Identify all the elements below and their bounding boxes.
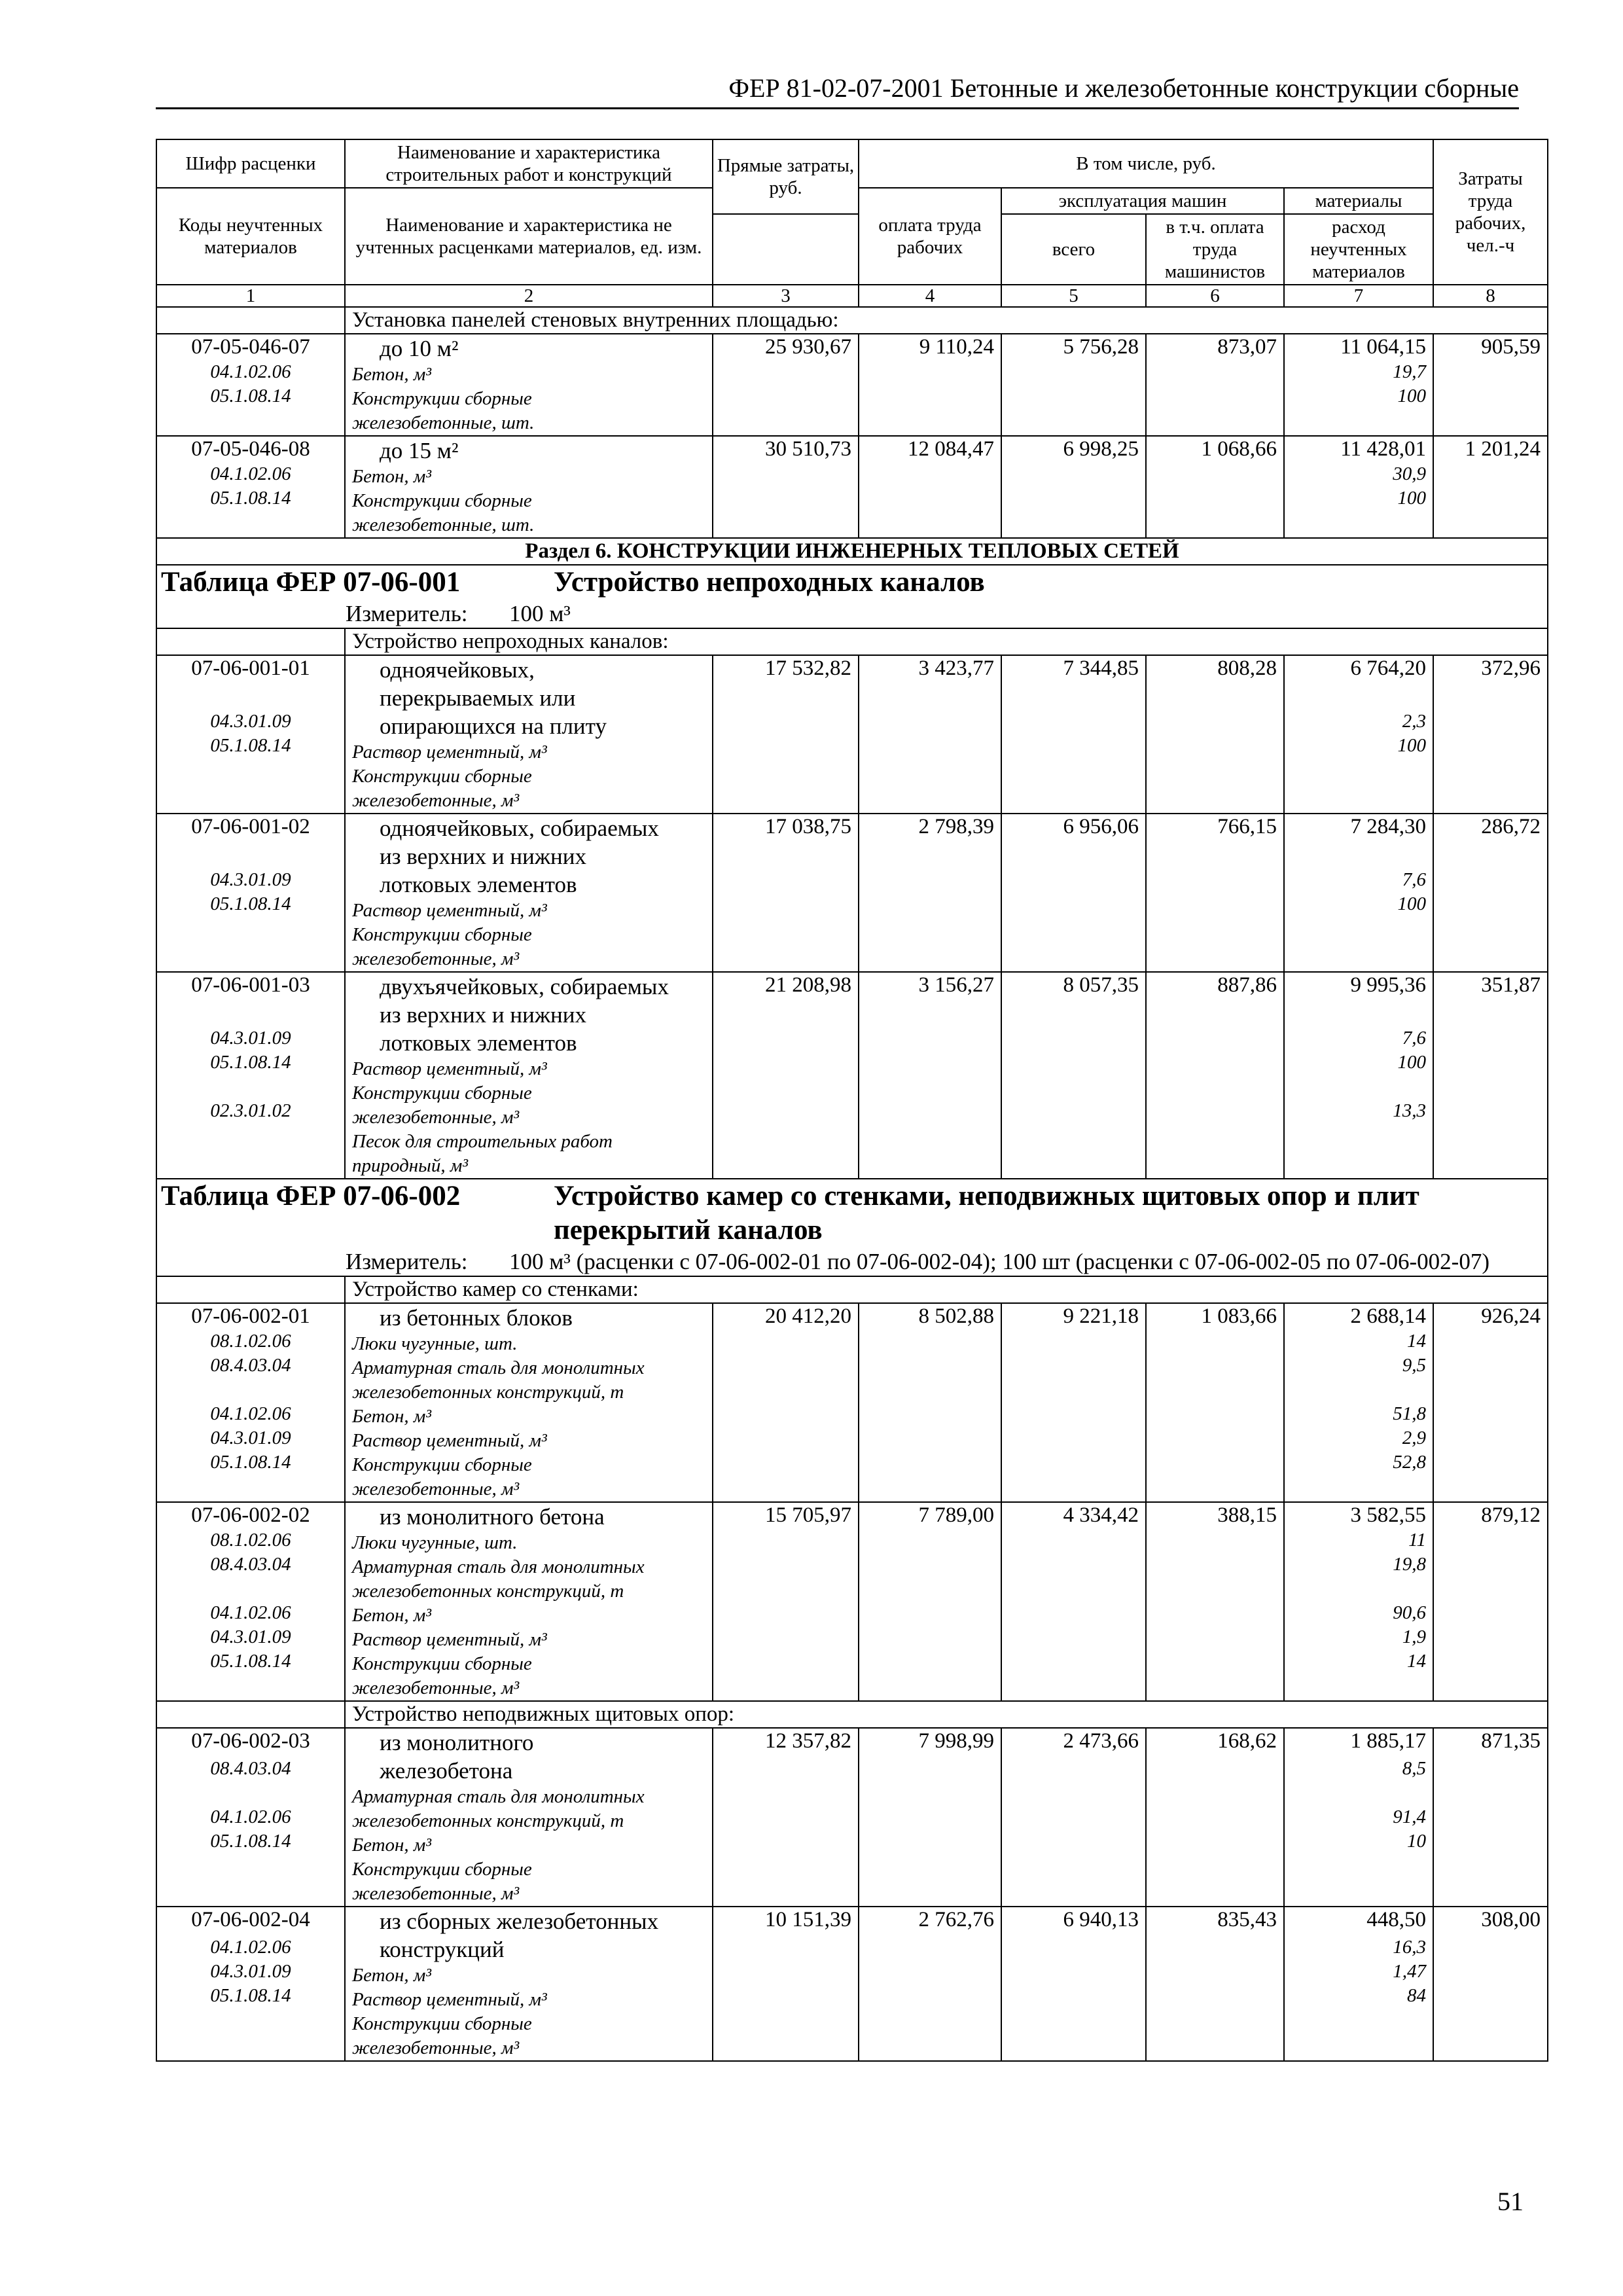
group-title: Устройство камер со стенками: [345,1276,1548,1303]
table-row [156,972,1548,1179]
wages-cost: 7 789,00 [859,1502,1001,1701]
group-code-blank [156,1701,345,1728]
materials-cost: 6 764,20 2,3 100 [1284,655,1433,814]
header-total: всего [1001,214,1146,285]
meter-line: Измеритель: 100 м³ (расценки с 07-06-002-01 по 07-06-002-04); 100 шт (расценки с 07-06-002-05 по 07-06-002-07) [346,1249,1489,1274]
table-heading [156,1179,1548,1276]
rate-name: из сборных железобетонных конструкций Бетон, м³ Раствор цементный, м³ Конструкции сборные железобетонные, м³ [345,1907,713,2061]
header-mach-wages: в т.ч. оплата труда машинистов [1146,214,1284,285]
materials-cost: 9 995,36 7,6 100 13,3 [1284,972,1433,1179]
machines-cost: 9 221,18 [1001,1303,1146,1502]
labor-hours: 871,35 [1433,1728,1548,1907]
colnum: 6 [1146,285,1284,307]
header-unacc-codes: Коды неучтенных материалов [156,188,345,285]
table-label: Таблица ФЕР 07-06-002 [161,1181,461,1211]
header-labor: Затраты труда рабочих, чел.-ч [1433,139,1548,285]
machines-cost: 6 940,13 [1001,1907,1146,2061]
labor-hours: 351,87 [1433,972,1548,1179]
group-code-blank [156,1276,345,1303]
rate-name: двухъячейковых, собираемых из верхних и нижних лотковых элементов Раствор цементный, м³ Конструкции сборные железобетонные, м³ Песок для строительных работ природный, м³ [345,972,713,1179]
colnum: 1 [156,285,345,307]
header-materials: материалы [1284,188,1433,214]
header-row-1 [156,139,1548,188]
materials-cost: 11 064,15 19,7 100 [1284,334,1433,436]
machinists-cost: 766,15 [1146,814,1284,972]
rate-code: 07-06-001-01 04.3.01.09 05.1.08.14 [156,655,345,814]
colnum: 4 [859,285,1001,307]
machinists-cost: 873,07 [1146,334,1284,436]
rate-name: из монолитного бетона Люки чугунные, шт. Арматурная сталь для монолитных железобетонных конструкций, т Бетон, м³ Раствор цементный, м³ Конструкции сборные железобетонные, м³ [345,1502,713,1701]
table-row [156,1728,1548,1907]
page-number: 51 [1497,2187,1524,2216]
wages-cost: 8 502,88 [859,1303,1001,1502]
rate-name: до 15 м² Бетон, м³ Конструкции сборные железобетонные, шт. [345,436,713,538]
rate-code: 07-06-001-02 04.3.01.09 05.1.08.14 [156,814,345,972]
colnum: 5 [1001,285,1146,307]
group-code-blank [156,307,345,334]
header-incl: В том числе, руб. [859,139,1433,188]
direct-cost: 10 151,39 [713,1907,859,2061]
group-title: Установка панелей стеновых внутренних площадью: [345,307,1548,334]
labor-hours: 372,96 [1433,655,1548,814]
rate-name: одноячейковых, собираемых из верхних и нижних лотковых элементов Раствор цементный, м³ Конструкции сборные железобетонные, м³ [345,814,713,972]
machinists-cost: 168,62 [1146,1728,1284,1907]
header-mat-use: расход неучтенных материалов [1284,214,1433,285]
rate-name: до 10 м² Бетон, м³ Конструкции сборные железобетонные, шт. [345,334,713,436]
table-name: Устройство непроходных каналов [554,567,985,598]
header-machines: эксплуатация машин [1001,188,1284,214]
direct-cost: 25 930,67 [713,334,859,436]
meter-line: Измеритель: 100 м³ [346,601,571,626]
running-head: ФЕР 81-02-07-2001 Бетонные и железобетонные конструкции сборные [728,73,1519,103]
materials-cost: 2 688,14 14 9,5 51,8 2,9 52,8 [1284,1303,1433,1502]
machinists-cost: 835,43 [1146,1907,1284,2061]
wages-cost: 12 084,47 [859,436,1001,538]
wages-cost: 3 156,27 [859,972,1001,1179]
table-heading [156,565,1548,628]
materials-cost: 11 428,01 30,9 100 [1284,436,1433,538]
rate-code: 07-05-046-07 04.1.02.06 05.1.08.14 [156,334,345,436]
section-title: Раздел 6. КОНСТРУКЦИИ ИНЖЕНЕРНЫХ ТЕПЛОВЫХ СЕТЕЙ [156,538,1548,565]
rate-code: 07-06-002-03 08.4.03.04 04.1.02.06 05.1.08.14 [156,1728,345,1907]
table-name: Устройство камер со стенками, неподвижных щитовых опор и плит перекрытий каналов [554,1181,1419,1246]
direct-cost: 30 510,73 [713,436,859,538]
direct-cost: 17 532,82 [713,655,859,814]
rate-code: 07-06-002-04 04.1.02.06 04.3.01.09 05.1.08.14 [156,1907,345,2061]
machines-cost: 6 998,25 [1001,436,1146,538]
wages-cost: 3 423,77 [859,655,1001,814]
group-code-blank [156,628,345,655]
header-direct: Прямые затраты, руб. [713,139,859,214]
materials-cost: 3 582,55 11 19,8 90,6 1,9 14 [1284,1502,1433,1701]
rate-code: 07-05-046-08 04.1.02.06 05.1.08.14 [156,436,345,538]
wages-cost: 9 110,24 [859,334,1001,436]
rate-name: из монолитного железобетона Арматурная сталь для монолитных железобетонных конструкций, т Бетон, м³ Конструкции сборные железобетонные, м³ [345,1728,713,1907]
direct-cost: 21 208,98 [713,972,859,1179]
column-numbers [156,285,1548,307]
machines-cost: 5 756,28 [1001,334,1146,436]
machinists-cost: 1 083,66 [1146,1303,1284,1502]
labor-hours: 1 201,24 [1433,436,1548,538]
table-row [156,655,1548,814]
colnum: 3 [713,285,859,307]
labor-hours: 926,24 [1433,1303,1548,1502]
direct-cost: 20 412,20 [713,1303,859,1502]
table-row [156,436,1548,538]
price-table [156,139,1548,2062]
machines-cost: 2 473,66 [1001,1728,1146,1907]
wages-cost: 2 798,39 [859,814,1001,972]
header-blank [713,214,859,285]
colnum: 8 [1433,285,1548,307]
table-label: Таблица ФЕР 07-06-001 [161,567,461,598]
machines-cost: 4 334,42 [1001,1502,1146,1701]
rate-code: 07-06-001-03 04.3.01.09 05.1.08.14 02.3.01.02 [156,972,345,1179]
labor-hours: 879,12 [1433,1502,1548,1701]
rate-code: 07-06-002-02 08.1.02.06 08.4.03.04 04.1.02.06 04.3.01.09 05.1.08.14 [156,1502,345,1701]
header-name: Наименование и характеристика строительных работ и конструкций [345,139,713,188]
direct-cost: 12 357,82 [713,1728,859,1907]
labor-hours: 308,00 [1433,1907,1548,2061]
labor-hours: 905,59 [1433,334,1548,436]
machinists-cost: 1 068,66 [1146,436,1284,538]
group-title: Устройство неподвижных щитовых опор: [345,1701,1548,1728]
table-row [156,334,1548,436]
machines-cost: 7 344,85 [1001,655,1146,814]
machinists-cost: 808,28 [1146,655,1284,814]
machines-cost: 6 956,06 [1001,814,1146,972]
wages-cost: 2 762,76 [859,1907,1001,2061]
header-code: Шифр расценки [156,139,345,188]
colnum: 7 [1284,285,1433,307]
header-rule [156,107,1519,109]
machines-cost: 8 057,35 [1001,972,1146,1179]
header-unacc-name: Наименование и характеристика не учтенных расценками материалов, ед. изм. [345,188,713,285]
direct-cost: 15 705,97 [713,1502,859,1701]
header-wages: оплата труда рабочих [859,188,1001,285]
materials-cost: 448,50 16,3 1,47 84 [1284,1907,1433,2061]
group-title: Устройство непроходных каналов: [345,628,1548,655]
materials-cost: 7 284,30 7,6 100 [1284,814,1433,972]
rate-name: одноячейковых, перекрываемых или опирающихся на плиту Раствор цементный, м³ Конструкции сборные железобетонные, м³ [345,655,713,814]
rate-name: из бетонных блоков Люки чугунные, шт. Арматурная сталь для монолитных железобетонных конструкций, т Бетон, м³ Раствор цементный, м³ Конструкции сборные железобетонные, м³ [345,1303,713,1502]
materials-cost: 1 885,17 8,5 91,4 10 [1284,1728,1433,1907]
table-row [156,1907,1548,2061]
table-row [156,814,1548,972]
colnum: 2 [345,285,713,307]
rate-code: 07-06-002-01 08.1.02.06 08.4.03.04 04.1.02.06 04.3.01.09 05.1.08.14 [156,1303,345,1502]
machinists-cost: 887,86 [1146,972,1284,1179]
direct-cost: 17 038,75 [713,814,859,972]
machinists-cost: 388,15 [1146,1502,1284,1701]
table-row [156,1303,1548,1502]
labor-hours: 286,72 [1433,814,1548,972]
wages-cost: 7 998,99 [859,1728,1001,1907]
table-row [156,1502,1548,1701]
